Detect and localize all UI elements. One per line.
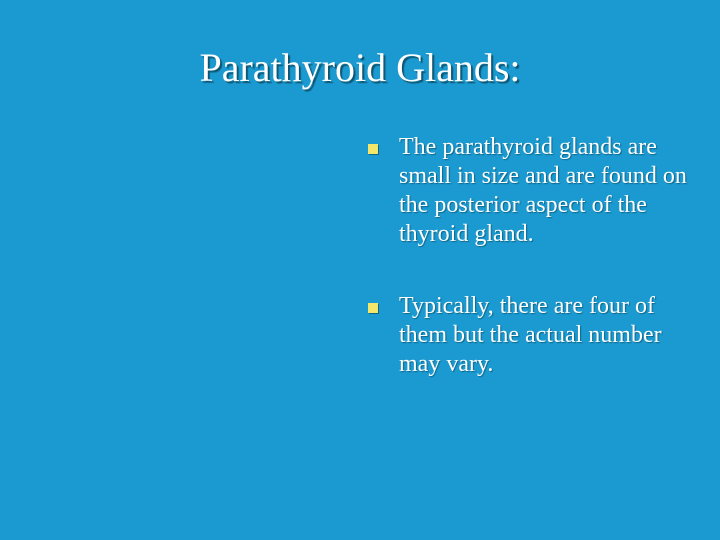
bullet-list <box>366 133 706 379</box>
slide-title: Parathyroid Glands: <box>199 45 521 90</box>
square-bullet-icon <box>368 144 378 154</box>
bullet-text: The parathyroid glands are small in size and are found on the posterior aspect of the thyroid gland. <box>399 134 687 247</box>
square-bullet-icon <box>368 303 378 313</box>
bullet-item <box>366 292 706 379</box>
bullet-item <box>366 133 706 249</box>
bullet-text: Typically, there are four of them but the actual number may vary. <box>399 293 662 377</box>
